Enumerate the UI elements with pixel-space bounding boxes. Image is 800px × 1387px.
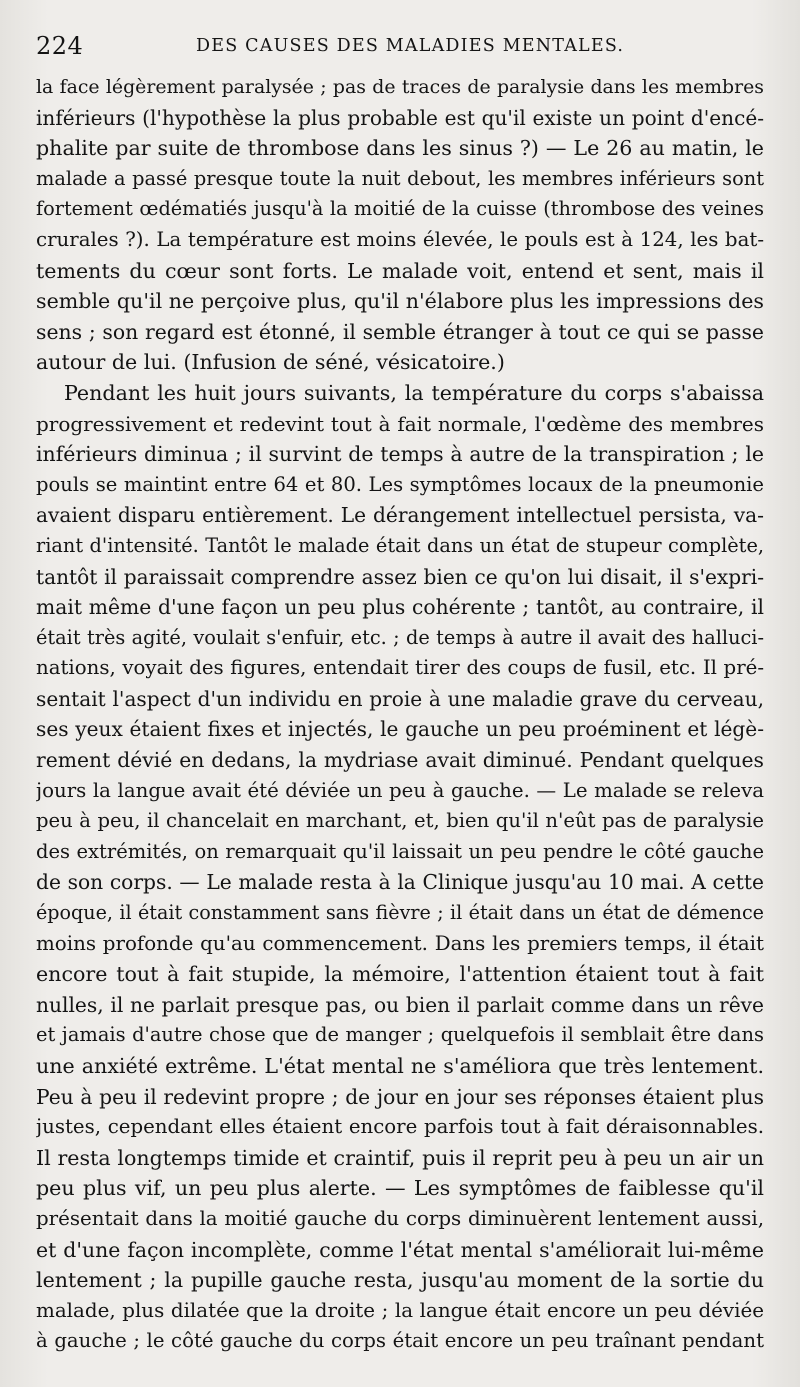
text-line: peu plus vif, un peu plus alerte. — Les symptômes de faiblesse qu'il — [36, 1176, 764, 1201]
text-line: crurales ?). La température est moins élevée, le pouls est à 124, les bat- — [36, 227, 764, 251]
text-line: et d'une façon incomplète, comme l'état mental s'améliorait lui-même — [36, 1237, 764, 1262]
text-line: pouls se maintint entre 64 et 80. Les symptômes locaux de la pneumonie — [36, 472, 764, 496]
text-line: et jamais d'autre chose que de manger ; quelquefois il semblait être dans — [36, 1023, 764, 1047]
text-line: sens ; son regard est étonné, il semble étranger à tout ce qui se passe — [36, 319, 764, 344]
text-line: rement dévié en dedans, la mydriase avait diminué. Pendant quelques — [36, 748, 764, 773]
text-line: inférieurs diminua ; il survint de temps à autre de la transpiration ; le — [36, 442, 764, 467]
text-line: malade, plus dilatée que la droite ; la langue était encore un peu déviée — [36, 1298, 764, 1322]
text-line: jours la langue avait été déviée un peu à gauche. — Le malade se releva — [36, 778, 764, 802]
text-line: des extrémités, on remarquait qu'il laissait un peu pendre le côté gauche — [36, 839, 764, 863]
text-line: avaient disparu entièrement. Le dérangement intellectuel persista, va- — [36, 503, 764, 528]
text-line: mait même d'une façon un peu plus cohérente ; tantôt, au contraire, il — [36, 595, 764, 620]
text-line: sentait l'aspect d'un individu en proie à une maladie grave du cerveau, — [36, 686, 764, 711]
text-line: de son corps. — Le malade resta à la Clinique jusqu'au 10 mai. A cette — [36, 870, 764, 895]
text-line: semble qu'il ne perçoive plus, qu'il n'élabore plus les impressions des — [36, 289, 764, 314]
running-title: DES CAUSES DES MALADIES MENTALES. — [196, 36, 625, 56]
text-line: inférieurs (l'hypothèse la plus probable est qu'il existe un point d'encé- — [36, 105, 764, 130]
page-header — [36, 30, 770, 64]
text-line: était très agité, voulait s'enfuir, etc. ; de temps à autre il avait des halluci- — [36, 625, 764, 649]
text-line: tantôt il paraissait comprendre assez bien ce qu'on lui disait, il s'expri- — [36, 564, 764, 589]
text-line: lentement ; la pupille gauche resta, jusqu'au moment de la sortie du — [36, 1268, 764, 1293]
paragraph-first-line: Pendant les huit jours suivants, la température du corps s'abaissa — [64, 380, 764, 405]
text-line: malade a passé presque toute la nuit debout, les membres inférieurs sont — [36, 166, 764, 190]
text-line: présentait dans la moitié gauche du corps diminuèrent lentement aussi, — [36, 1206, 764, 1230]
text-line: peu à peu, il chancelait en marchant, et, bien qu'il n'eût pas de paralysie — [36, 809, 764, 833]
text-line: phalite par suite de thrombose dans les sinus ?) — Le 26 au matin, le — [36, 136, 764, 161]
text-line: progressivement et redevint tout à fait normale, l'œdème des membres — [36, 411, 764, 436]
text-line: une anxiété extrême. L'état mental ne s'améliora que très lentement. — [36, 1054, 764, 1078]
text-line: moins profonde qu'au commencement. Dans les premiers temps, il était — [36, 931, 764, 955]
text-line: Peu à peu il redevint propre ; de jour en jour ses réponses étaient plus — [36, 1084, 764, 1109]
text-line: riant d'intensité. Tantôt le malade était dans un état de stupeur complète, — [36, 533, 764, 557]
text-line: nations, voyait des figures, entendait tirer des coups de fusil, etc. Il pré- — [36, 656, 764, 680]
text-line: justes, cependant elles étaient encore parfois tout à fait déraisonnables. — [36, 1115, 764, 1139]
page-number: 224 — [36, 32, 84, 60]
paragraph-end-line: autour de lui. (Infusion de séné, vésicatoire.) — [36, 350, 505, 375]
text-line: encore tout à fait stupide, la mémoire, l'attention étaient tout à fait — [36, 962, 764, 987]
text-line: Il resta longtemps timide et craintif, puis il reprit peu à peu un air un — [36, 1145, 764, 1170]
text-line: fortement œdématiés jusqu'à la moitié de la cuisse (thrombose des veines — [36, 197, 764, 221]
text-line: la face légèrement paralysée ; pas de traces de paralysie dans les membres — [36, 76, 764, 98]
text-line: tements du cœur sont forts. Le malade voit, entend et sent, mais il — [36, 258, 764, 283]
body-text — [36, 72, 764, 1357]
text-line: nulles, il ne parlait presque pas, ou bien il parlait comme dans un rêve — [36, 992, 764, 1017]
text-line: ses yeux étaient fixes et injectés, le gauche un peu proéminent et légè- — [36, 717, 764, 742]
text-line: à gauche ; le côté gauche du corps était encore un peu traînant pendant — [36, 1329, 764, 1353]
text-line: époque, il était constamment sans fièvre ; il était dans un état de démence — [36, 901, 764, 925]
